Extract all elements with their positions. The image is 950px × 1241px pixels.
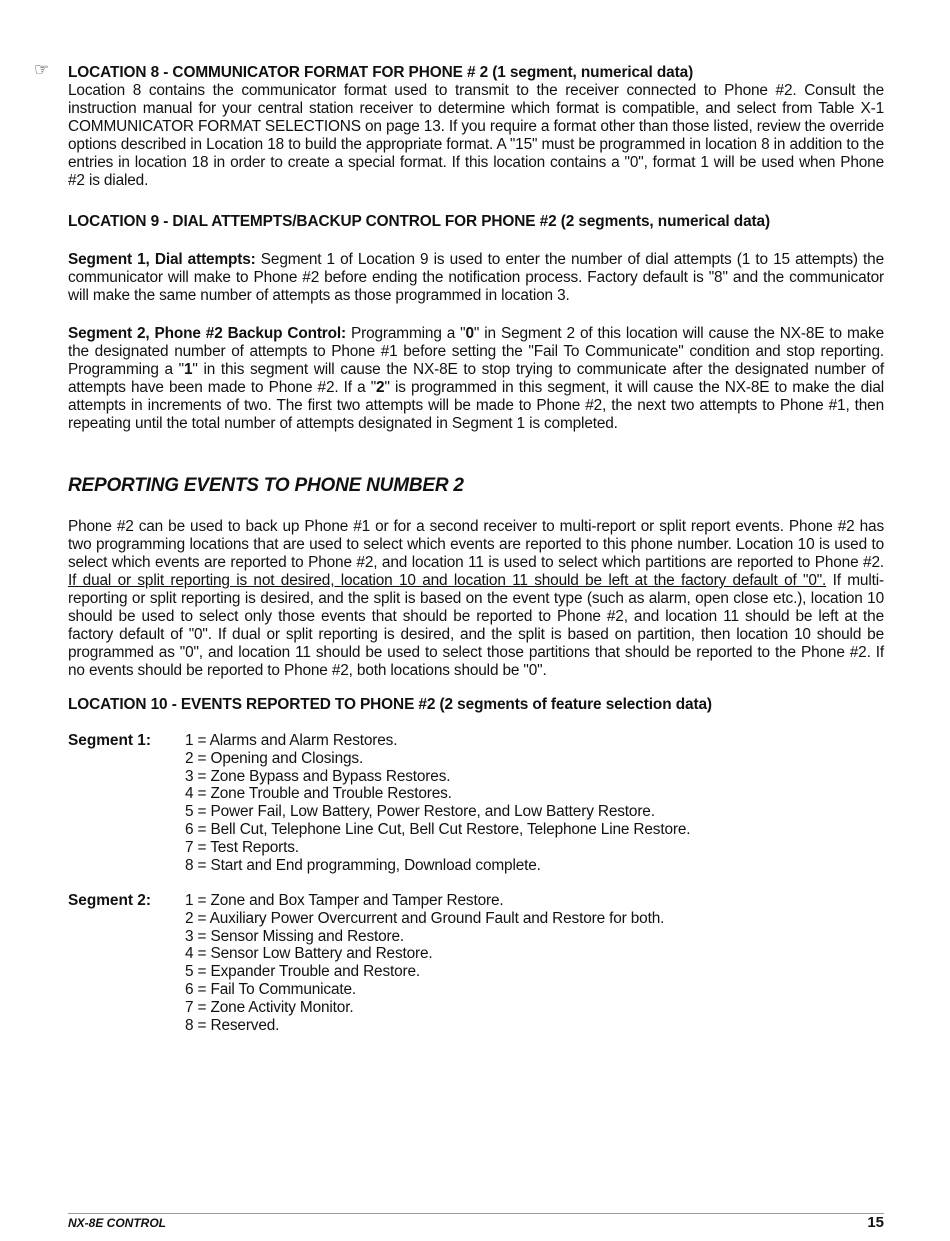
footer-divider xyxy=(68,1213,884,1214)
list-item: 5 = Power Fail, Low Battery, Power Restore, and Low Battery Restore. xyxy=(185,803,655,821)
list-item: 3 = Sensor Missing and Restore. xyxy=(185,927,405,945)
reporting-events-body xyxy=(68,518,884,680)
list-item: 3 = Zone Bypass and Bypass Restores. xyxy=(185,767,451,785)
location-8-section xyxy=(68,64,884,190)
segment-2-text: Programming a " xyxy=(346,325,466,342)
location-9-heading: LOCATION 9 - DIAL ATTEMPTS/BACKUP CONTROL FOR PHONE #2 (2 segments, numerical data) xyxy=(68,213,771,230)
value-1: 1 xyxy=(183,361,193,378)
location-8-body: Location 8 contains the communicator format used to transmit to the receiver connected to Phone #2. Consult the instruction manual for your central station receiver to determine which format is compatible, and select from Table X-1 COMMUNICATOR FORMAT SELECTIONS on page 13. If you require a format other than those listed, review the override options described in Location 18 to build the appropriate format. A "15" must be programmed in location 8 in addition to the entries in location 18 in order to create a special format. If this location contains a "0", format 1 will be used when Phone #2 is dialed. xyxy=(68,82,884,189)
list-item: 6 = Bell Cut, Telephone Line Cut, Bell Cut Restore, Telephone Line Restore. xyxy=(185,820,691,838)
reporting-body-underlined: If dual or split reporting is not desired, location 10 and location 11 should be left at the factory default of "0". xyxy=(68,572,827,589)
location-9-segment-2 xyxy=(68,325,884,433)
segment-1-list xyxy=(185,732,690,874)
location-10-heading: LOCATION 10 - EVENTS REPORTED TO PHONE #2 (2 segments of feature selection data) xyxy=(68,696,712,713)
value-0: 0 xyxy=(465,325,474,342)
segment-1-body: Segment 1 of Location 9 is used to enter the number of dial attempts (1 to 15 attempts) the communicator will make to Phone #2 before ending the notification process. Factory default is "8" and the communicator will make the same number of attempts as those programmed in location 3. xyxy=(68,251,885,304)
list-item: 6 = Fail To Communicate. xyxy=(185,980,357,998)
segment-1-label: Segment 1, Dial attempts: xyxy=(68,251,256,268)
reporting-events-heading: REPORTING EVENTS TO PHONE NUMBER 2 xyxy=(68,475,464,496)
list-item: 8 = Reserved. xyxy=(185,1016,280,1034)
pointing-hand-icon: ☞ xyxy=(34,60,50,79)
list-item: 7 = Zone Activity Monitor. xyxy=(185,998,354,1016)
location-8-heading: LOCATION 8 - COMMUNICATOR FORMAT FOR PHONE # 2 (1 segment, numerical data) xyxy=(68,64,694,81)
segment-1-label: Segment 1: xyxy=(68,732,151,749)
segment-2-list xyxy=(185,892,664,1034)
segment-2-label: Segment 2: xyxy=(68,892,151,909)
segment-2-text: " is programmed in this segment, it will cause the NX-8E to make the dial attempts in increments of two. The first two attempts will be made to Phone #2, the next two attempts to Phone #1, then repeating until the total number of attempts designated in Segment 1 is completed. xyxy=(68,379,884,432)
list-item: 5 = Expander Trouble and Restore. xyxy=(185,963,421,981)
list-item: 2 = Auxiliary Power Overcurrent and Ground Fault and Restore for both. xyxy=(185,909,665,927)
list-item: 8 = Start and End programming, Download complete. xyxy=(185,856,541,874)
location-9-segment-1 xyxy=(68,251,884,305)
list-item: 7 = Test Reports. xyxy=(185,838,299,856)
segment-2-text: " in this segment will cause the NX-8E to stop trying to communicate after the designated number of attempts have been made to Phone #2. If a " xyxy=(68,361,884,396)
page-number: 15 xyxy=(867,1214,884,1231)
location-9-section xyxy=(68,213,884,231)
segment-2-text: " in Segment 2 of this location will cause the NX-8E to make the designated number of attempts to Phone #1 before setting the "Fail To Communicate" condition and stop reporting. Programming a " xyxy=(68,325,884,378)
list-item: 1 = Alarms and Alarm Restores. xyxy=(185,732,398,749)
list-item: 4 = Zone Trouble and Trouble Restores. xyxy=(185,785,452,803)
list-item: 2 = Opening and Closings. xyxy=(185,749,364,767)
segment-2-label: Segment 2, Phone #2 Backup Control: xyxy=(68,325,346,342)
reporting-body-text: Phone #2 can be used to back up Phone #1 or for a second receiver to multi-report or split report events. Phone #2 has two programming locations that are used to select which events are reported to this phone number. Location 10 is used to select which events are reported to Phone #2, and location 11 is used to select which partitions are reported to Phone #2. xyxy=(68,518,884,571)
footer-title: NX-8E CONTROL xyxy=(68,1216,167,1230)
list-item: 4 = Sensor Low Battery and Restore. xyxy=(185,945,433,963)
list-item: 1 = Zone and Box Tamper and Tamper Restore. xyxy=(185,892,504,909)
reporting-body-text: If multi-reporting or split reporting is desired, and the split is based on the event type (such as alarm, open close etc.), location 10 should be used to select only those events that should be reported to Phone #2, and location 11 should be left at the factory default of "0". If dual or split reporting is desired, and the split is based on partition, then location 10 should be programmed as "0", and location 11 should be used to select those partitions that should be reported to the Phone #2. If no events should be reported to Phone #2, both locations should be "0". xyxy=(68,572,884,679)
value-2: 2 xyxy=(376,379,385,396)
